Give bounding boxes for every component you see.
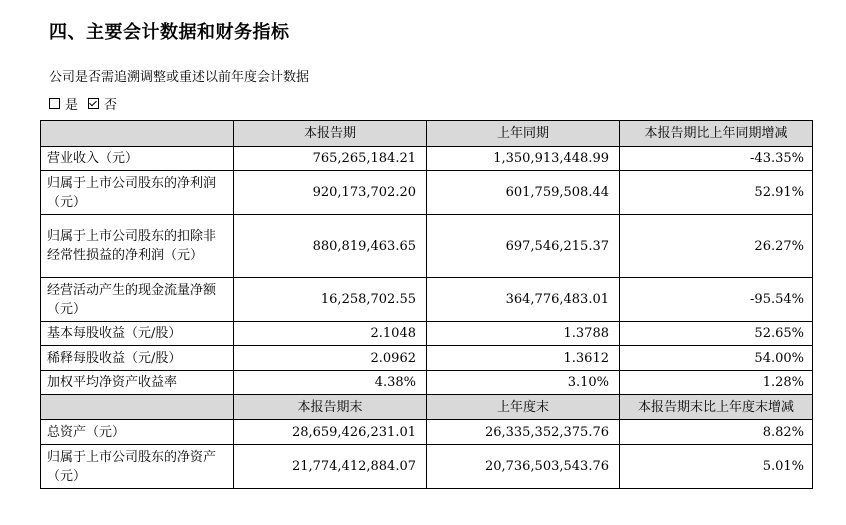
section-title: 四、主要会计数据和财务指标 [49, 22, 290, 43]
row-value-current: 28,659,426,231.01 [234, 420, 427, 445]
header-current-period: 本报告期 [234, 121, 427, 147]
row-value-current: 21,774,412,884.07 [234, 445, 427, 489]
table-row [41, 420, 813, 445]
header-change-year-end: 本报告期末比上年度末增减 [620, 395, 813, 420]
table-row [41, 371, 813, 395]
table-row [41, 346, 813, 371]
row-label: 经营活动产生的现金流量净额（元） [41, 278, 234, 322]
option-no-label: 否 [104, 98, 118, 113]
header-prior-year-end: 上年度末 [427, 395, 620, 420]
header-prior-period: 上年同期 [427, 121, 620, 147]
table-row [41, 445, 813, 489]
table-header-row [41, 395, 813, 420]
table-row [41, 147, 813, 171]
row-value-current: 920,173,702.20 [234, 171, 427, 215]
row-value-prior: 364,776,483.01 [427, 278, 620, 322]
header-blank-cell [41, 121, 234, 147]
row-value-current: 2.1048 [234, 322, 427, 346]
row-value-change: 54.00% [620, 346, 813, 371]
row-value-current: 765,265,184.21 [234, 147, 427, 171]
financial-indicators-table [40, 120, 813, 489]
row-value-prior: 3.10% [427, 371, 620, 395]
row-label: 总资产（元） [41, 420, 234, 445]
row-value-prior: 20,736,503,543.76 [427, 445, 620, 489]
row-value-change: 8.82% [620, 420, 813, 445]
table-row [41, 171, 813, 215]
restatement-question: 公司是否需追溯调整或重述以前年度会计数据 [49, 70, 310, 85]
table-header-row [41, 121, 813, 147]
row-value-current: 4.38% [234, 371, 427, 395]
row-label: 加权平均净资产收益率 [41, 371, 234, 395]
row-label: 归属于上市公司股东的净资产（元） [41, 445, 234, 489]
table-row [41, 278, 813, 322]
row-value-prior: 26,335,352,375.76 [427, 420, 620, 445]
header-blank-cell [41, 395, 234, 420]
row-value-change: 52.65% [620, 322, 813, 346]
row-value-change: 52.91% [620, 171, 813, 215]
row-value-change: -95.54% [620, 278, 813, 322]
row-value-change: 1.28% [620, 371, 813, 395]
row-label: 归属于上市公司股东的扣除非经常性损益的净利润（元） [41, 215, 234, 278]
checkbox-yes-icon[interactable] [49, 98, 60, 109]
row-value-prior: 1,350,913,448.99 [427, 147, 620, 171]
row-value-current: 16,258,702.55 [234, 278, 427, 322]
row-label: 归属于上市公司股东的净利润（元） [41, 171, 234, 215]
row-value-prior: 601,759,508.44 [427, 171, 620, 215]
table-row [41, 215, 813, 278]
row-value-change: -43.35% [620, 147, 813, 171]
row-value-prior: 697,546,215.37 [427, 215, 620, 278]
row-value-current: 2.0962 [234, 346, 427, 371]
restatement-options [49, 94, 123, 113]
header-period-end: 本报告期末 [234, 395, 427, 420]
row-label: 营业收入（元） [41, 147, 234, 171]
row-value-change: 5.01% [620, 445, 813, 489]
header-change: 本报告期比上年同期增减 [620, 121, 813, 147]
checkbox-no-icon[interactable] [88, 98, 99, 109]
row-value-prior: 1.3788 [427, 322, 620, 346]
row-label: 稀释每股收益（元/股） [41, 346, 234, 371]
row-value-prior: 1.3612 [427, 346, 620, 371]
option-yes-label: 是 [65, 98, 79, 113]
row-value-change: 26.27% [620, 215, 813, 278]
row-value-current: 880,819,463.65 [234, 215, 427, 278]
table-row [41, 322, 813, 346]
row-label: 基本每股收益（元/股） [41, 322, 234, 346]
